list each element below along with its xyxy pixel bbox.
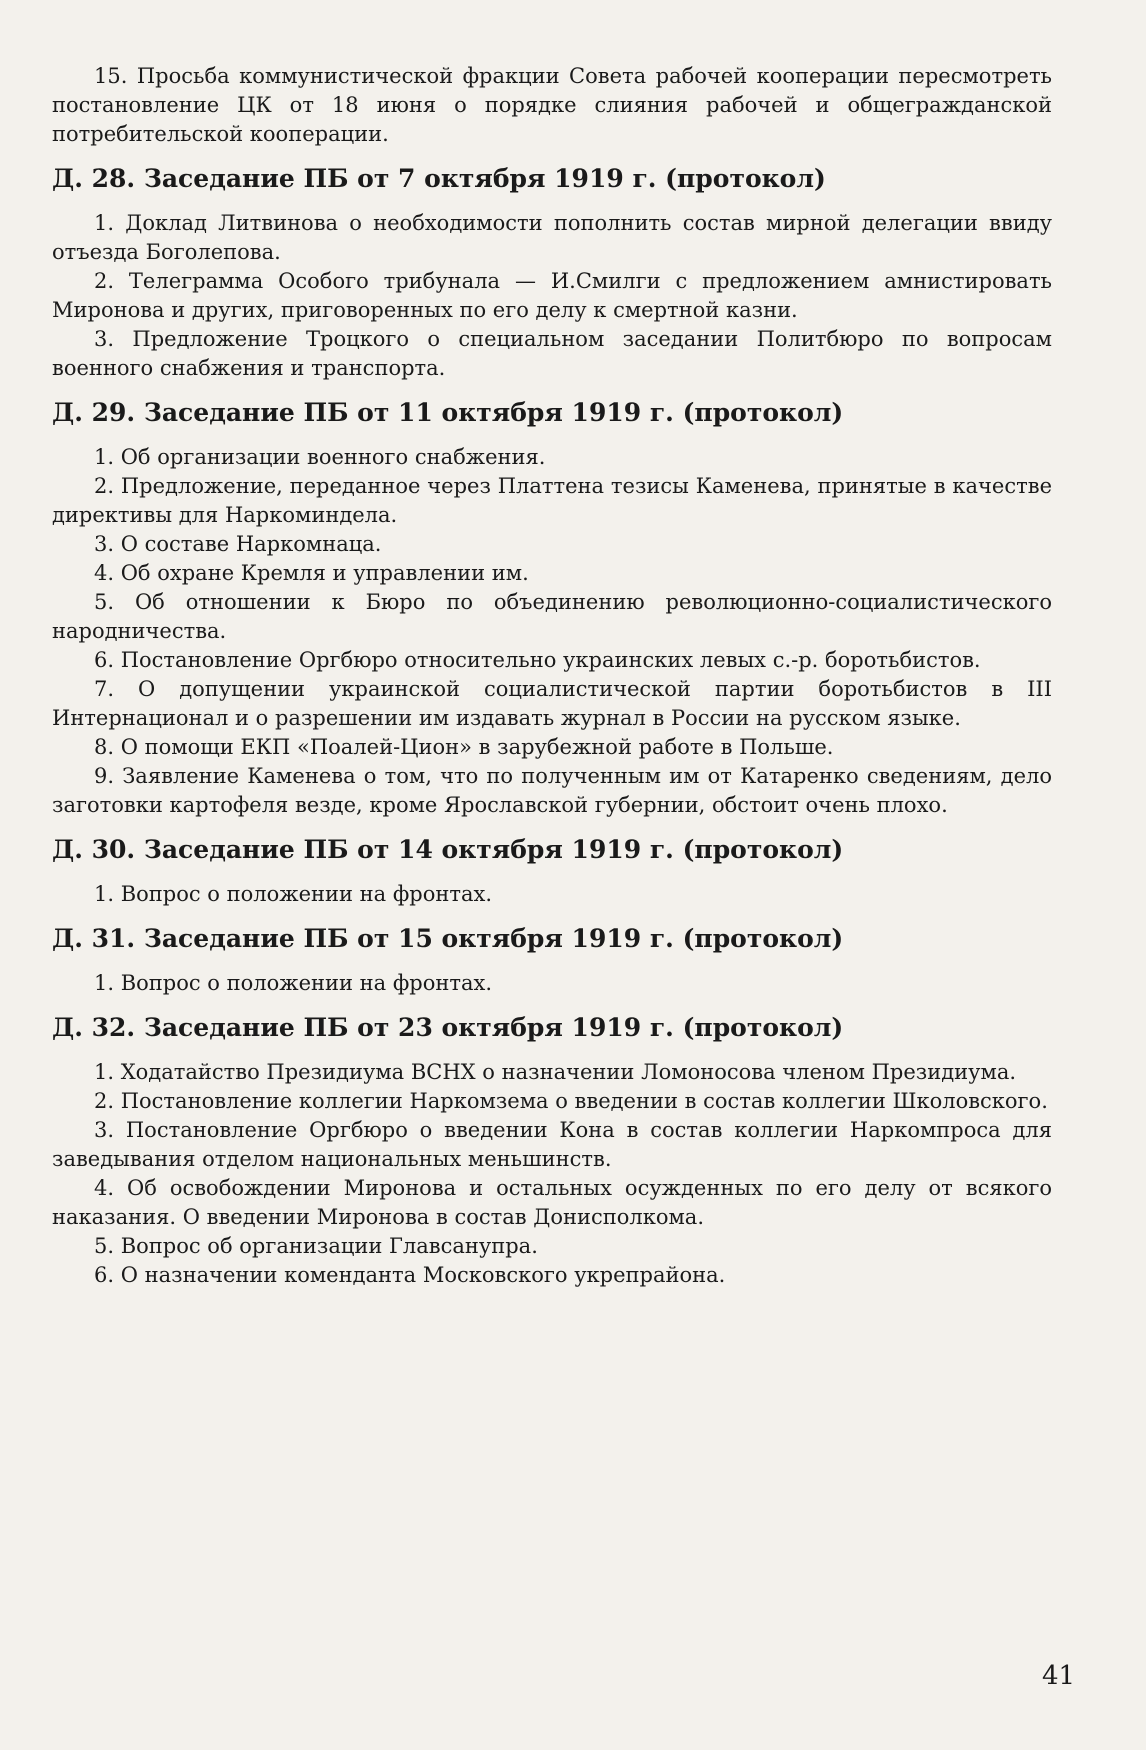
agenda-item: 1. Доклад Литвинова о необходимости пополнить состав мирной делегации ввиду отъезда Боголепова. [52,211,1052,264]
agenda-item: 3. Постановление Оргбюро о введении Кона в состав коллегии Наркомпроса для заведывания отделом национальных меньшинств. [52,1118,1052,1171]
meeting-heading: Д. 31. Заседание ПБ от 15 октября 1919 г. (протокол) [52,924,844,953]
agenda-item: 5. Об отношении к Бюро по объединению революционно-социалистического народничества. [52,590,1052,643]
page-content [52,62,1052,1304]
agenda-item: 7. О допущении украинской социалистической партии боротьбистов в III Интернационал и о разрешении им издавать журнал в России на русском языке. [52,677,1052,730]
meeting-section [52,397,1052,820]
page-number: 41 [1042,1661,1076,1691]
meeting-section [52,1012,1052,1290]
agenda-item: 6. Постановление Оргбюро относительно украинских левых с.-р. боротьбистов. [94,648,981,672]
leading-items [52,62,1052,149]
meeting-heading: Д. 30. Заседание ПБ от 14 октября 1919 г. (протокол) [52,835,844,864]
meeting-section [52,163,1052,383]
agenda-item: 1. Об организации военного снабжения. [94,445,546,469]
agenda-item: 8. О помощи ЕКП «Поалей-Цион» в зарубежной работе в Польше. [94,735,834,759]
meeting-heading: Д. 29. Заседание ПБ от 11 октября 1919 г. (протокол) [52,398,844,427]
agenda-item: 3. Предложение Троцкого о специальном заседании Политбюро по вопросам военного снабжения и транспорта. [52,327,1052,380]
agenda-item: 4. Об охране Кремля и управлении им. [94,561,529,585]
agenda-item: 2. Предложение, переданное через Платтена тезисы Каменева, принятые в качестве директивы для Наркоминдела. [52,474,1052,527]
agenda-item: 6. О назначении коменданта Московского укрепрайона. [94,1263,726,1287]
agenda-item: 2. Постановление коллегии Наркомзема о введении в состав коллегии Школовского. [94,1089,1048,1113]
agenda-item: 1. Вопрос о положении на фронтах. [94,882,493,906]
agenda-item: 3. О составе Наркомнаца. [94,532,382,556]
meeting-heading: Д. 28. Заседание ПБ от 7 октября 1919 г. (протокол) [52,164,826,193]
meeting-section [52,834,1052,909]
meeting-section [52,923,1052,998]
agenda-item: 4. Об освобождении Миронова и остальных осужденных по его делу от всякого наказания. О введении Миронова в состав Донисполкома. [52,1176,1052,1229]
agenda-item: 15. Просьба коммунистической фракции Совета рабочей кооперации пересмотреть постановление ЦК от 18 июня о порядке слияния рабочей и общегражданской потребительской кооперации. [52,64,1052,146]
agenda-item: 1. Ходатайство Президиума ВСНХ о назначении Ломоносова членом Президиума. [94,1060,1017,1084]
meeting-heading: Д. 32. Заседание ПБ от 23 октября 1919 г. (протокол) [52,1013,844,1042]
agenda-item: 2. Телеграмма Особого трибунала — И.Смилги с предложением амнистировать Миронова и других, приговоренных по его делу к смертной казни. [52,269,1052,322]
agenda-item: 1. Вопрос о положении на фронтах. [94,971,493,995]
agenda-item: 5. Вопрос об организации Главсанупра. [94,1234,538,1258]
agenda-item: 9. Заявление Каменева о том, что по полученным им от Катаренко сведениям, дело заготовки картофеля везде, кроме Ярославской губернии, обстоит очень плохо. [52,764,1052,817]
